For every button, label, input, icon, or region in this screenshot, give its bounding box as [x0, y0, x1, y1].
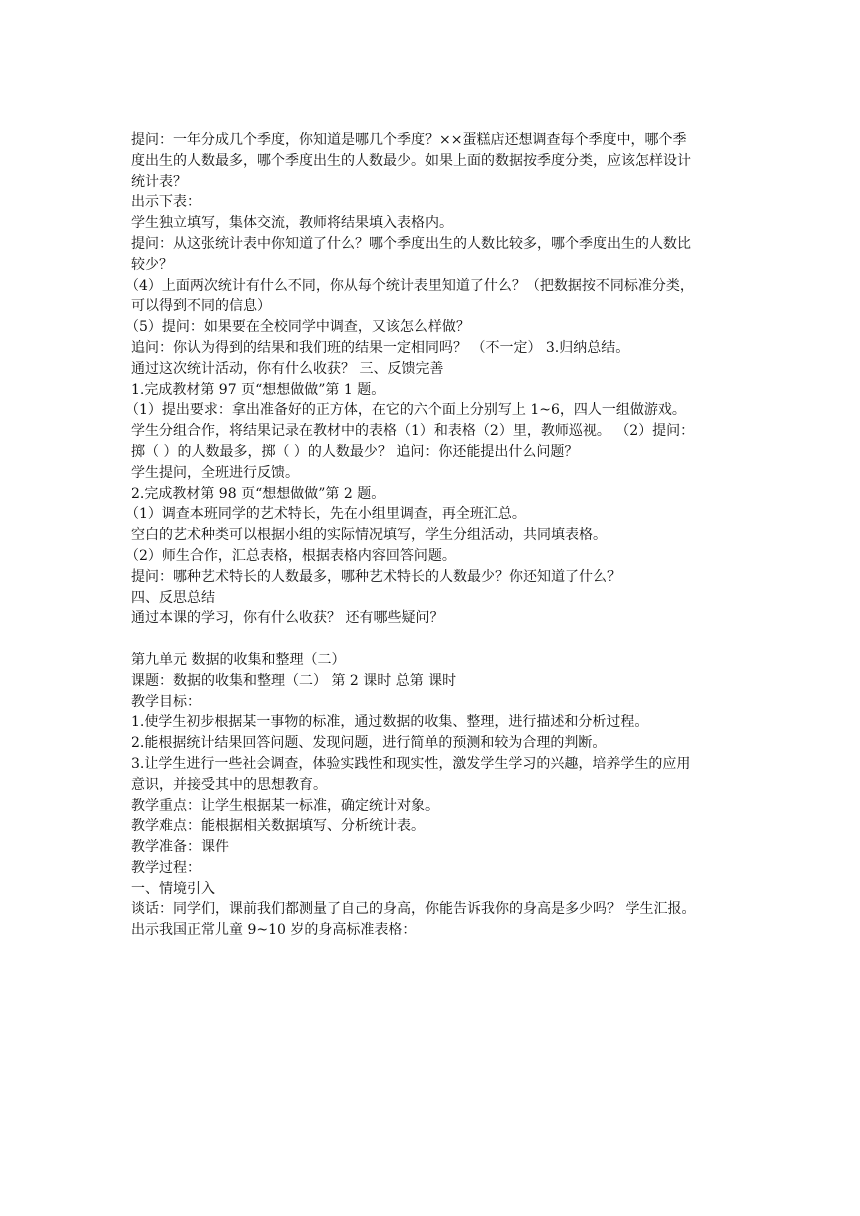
text-line: 学生提问，全班进行反馈。 [131, 464, 299, 481]
section-heading: 教学过程： [131, 859, 201, 876]
section-heading: 四、反思总结 [131, 589, 215, 606]
section-heading: 教学目标： [131, 693, 201, 710]
text-line: 出示下表： [131, 194, 201, 211]
text-line: 教学准备：课件 [131, 839, 229, 856]
text-line: 3.让学生进行一些社会调查，体验实践性和现实性，激发学生学习的兴趣，培养学生的应用 [131, 755, 691, 772]
text-line: 追问：你认为得到的结果和我们班的结果一定相同吗？ （不一定） 3.归纳总结。 [131, 339, 630, 356]
text-line: 可以得到不同的信息） [131, 298, 271, 315]
text-line: 1.完成教材第 97 页“想想做做”第 1 题。 [131, 381, 386, 398]
text-line: 出示我国正常儿童 9~10 岁的身高标准表格： [131, 922, 417, 939]
text-line: 度出生的人数最多，哪个季度出生的人数最少。如果上面的数据按季度分类，应该怎样设计 [131, 152, 691, 169]
text-line: 2.能根据统计结果回答问题、发现问题，进行简单的预测和较为合理的判断。 [131, 735, 607, 752]
text-line: 空白的艺术种类可以根据小组的实际情况填写，学生分组活动，共同填表格。 [131, 527, 607, 544]
text-line: （1）调查本班同学的艺术特长，先在小组里调查，再全班汇总。 [125, 506, 526, 523]
text-line: 教学难点：能根据相关数据填写、分析统计表。 [131, 818, 425, 835]
text-line: 提问：一年分成几个季度，你知道是哪几个季度？××蛋糕店还想调查每个季度中，哪个季 [131, 132, 687, 148]
text-line: 学生分组合作，将结果记录在教材中的表格（1）和表格（2）里，教师巡视。 （2）提问： [131, 423, 695, 440]
unit-title: 第九单元 数据的收集和整理（二） [131, 651, 346, 668]
text-line: 提问：哪种艺术特长的人数最多，哪种艺术特长的人数最少？你还知道了什么？ [131, 568, 621, 585]
text-line: （1）提出要求：拿出准备好的正方体，在它的六个面上分别写上 1~6，四人一组做游戏。 [125, 402, 686, 419]
document-page [125, 130, 741, 941]
text-line: 掷（ ）的人数最多，掷（ ）的人数最少？ 追问：你还能提出什么问题？ [131, 443, 579, 460]
section-heading: 一、情境引入 [131, 880, 215, 897]
text-line: 统计表？ [131, 173, 187, 190]
text-line: 通过本课的学习，你有什么收获？ 还有哪些疑问？ [131, 610, 444, 627]
text-line: 1.使学生初步根据某一事物的标准，通过数据的收集、整理，进行描述和分析过程。 [131, 714, 649, 731]
text-line: 意识，并接受其中的思想教育。 [131, 776, 327, 793]
text-line: （5）提问：如果要在全校同学中调查，又该怎么样做？ [125, 319, 470, 336]
text-line: 谈话：同学们，课前我们都测量了自己的身高，你能告诉我你的身高是多少吗？ 学生汇报。 [131, 901, 696, 918]
text-line: 2.完成教材第 98 页“想想做做”第 2 题。 [131, 485, 386, 502]
text-line: 提问：从这张统计表中你知道了什么？哪个季度出生的人数比较多，哪个季度出生的人数比 [131, 235, 691, 252]
text-line: 教学重点：让学生根据某一标准，确定统计对象。 [131, 797, 439, 814]
text-line: （2）师生合作，汇总表格，根据表格内容回答问题。 [125, 547, 456, 564]
text-line: 较少？ [131, 256, 173, 273]
lesson-title: 课题：数据的收集和整理（二） 第 2 课时 总第 课时 [131, 672, 457, 689]
blank-line [131, 629, 741, 650]
text-line: （4）上面两次统计有什么不同，你从每个统计表里知道了什么？（把数据按不同标准分类， [125, 277, 694, 294]
text-line: 通过这次统计活动，你有什么收获？ 三、反馈完善 [131, 360, 444, 377]
text-line: 学生独立填写，集体交流，教师将结果填入表格内。 [131, 215, 453, 232]
